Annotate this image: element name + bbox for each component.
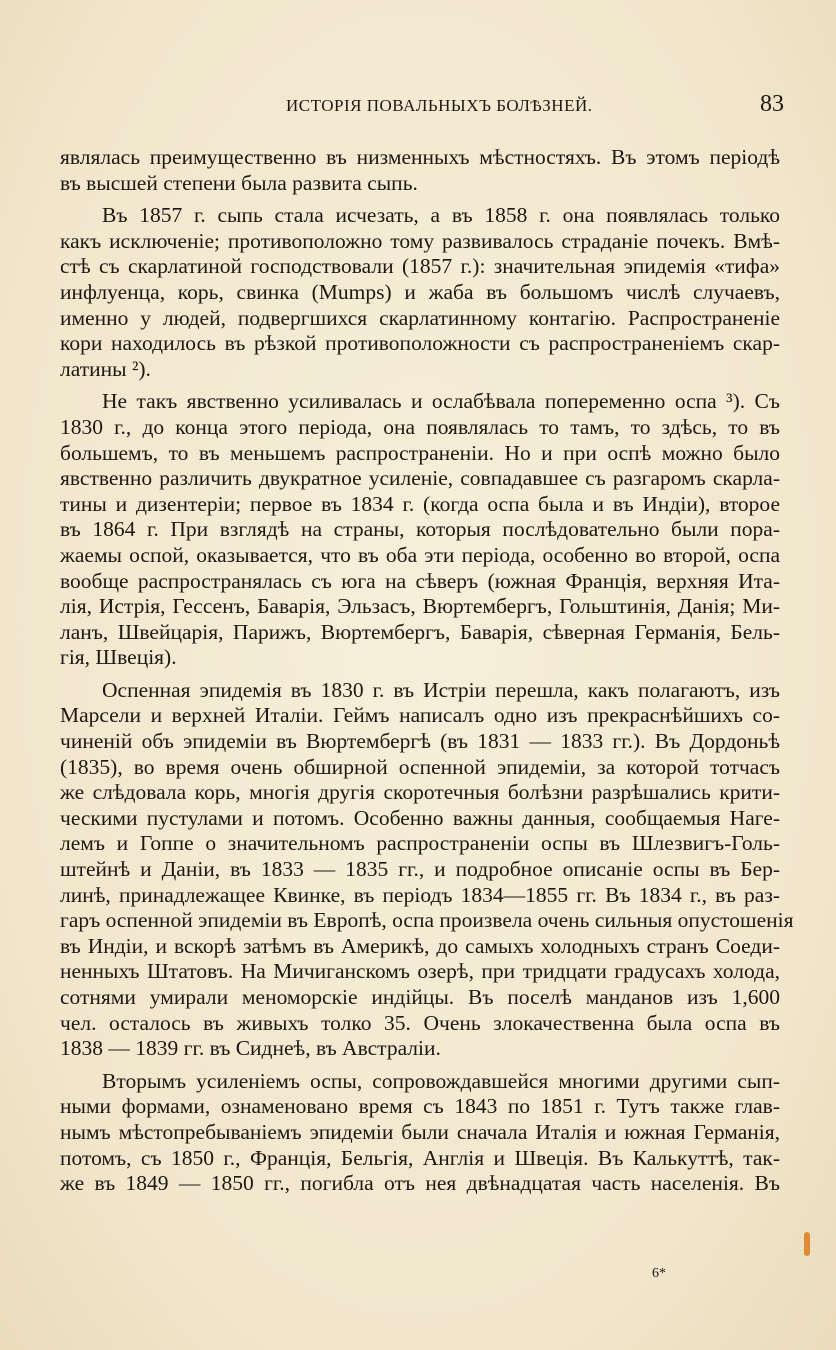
text-line: гія, Швеція). xyxy=(60,645,177,670)
text-line: жаемы оспой, оказывается, что въ оба эти періода, особенно во второй, оспа xyxy=(60,542,780,567)
paragraph xyxy=(60,1069,780,1197)
text-line: Вторымъ усиленіемъ оспы, сопровождавшейся многими другими сып- xyxy=(102,1068,780,1093)
text-line: кори находилось въ рѣзкой противоположности съ распространеніемъ скар- xyxy=(60,331,780,356)
text-line: же въ 1849 — 1850 гг., погибла отъ нея двѣнадцатая часть населенія. Въ xyxy=(60,1171,780,1196)
text-line: чиненій объ эпидеміи въ Вюртембергѣ (въ 1831 — 1833 гг.). Въ Дордоньѣ xyxy=(60,729,780,754)
text-line: потомъ, съ 1850 г., Франція, Бельгія, Англія и Швеція. Въ Калькуттѣ, так- xyxy=(60,1145,780,1170)
text-line: ными формами, ознаменовано время съ 1843 по 1851 г. Тутъ также глав- xyxy=(60,1094,780,1119)
text-line: (1835), во время очень обширной оспенной эпидеміи, за которой тотчасъ xyxy=(60,754,780,779)
text-line: ненныхъ Штатовъ. На Мичиганскомъ озерѣ, при тридцати градусахъ холода, xyxy=(60,959,780,984)
text-line: въ 1864 г. При взглядѣ на страны, которыя послѣдовательно были пора- xyxy=(60,517,780,542)
text-line: явственно различить двукратное усиленіе, совпадавшее съ разгаромъ скарла- xyxy=(60,466,780,491)
text-line: вообще распространялась съ юга на сѣверъ (южная Францiя, верхняя Ита- xyxy=(60,568,780,593)
text-line: инфлуенца, корь, свинка (Mumps) и жаба въ большомъ числѣ случаевъ, xyxy=(60,279,780,304)
paragraph xyxy=(60,203,780,382)
paragraph xyxy=(60,389,780,671)
text-line: 1838 — 1839 гг. въ Сиднеѣ, въ Австраліи. xyxy=(60,1036,441,1061)
text-line: Оспенная эпидемія въ 1830 г. въ Истріи перешла, какъ полагаютъ, изъ xyxy=(102,677,780,702)
text-line: же слѣдовала корь, многія другія скоротечныя болѣзни разрѣшались крити- xyxy=(60,780,780,805)
text-line: являлась преимущественно въ низменныхъ мѣстностяхъ. Въ этомъ періодѣ xyxy=(60,145,780,169)
text-line: латины ²). xyxy=(60,356,151,381)
text-line: именно у людей, подвергшихся скарлатинному контагію. Распространеніе xyxy=(60,305,780,330)
text-line: штейнѣ и Даніи, въ 1833 — 1835 гг., и подробное описаніе оспы въ Бер- xyxy=(60,857,780,882)
body-text xyxy=(60,145,794,1204)
text-line: въ Индіи, и вскорѣ затѣмъ въ Америкѣ, до самыхъ холодныхъ странъ Соеди- xyxy=(60,933,780,958)
text-line: чел. осталось въ живыхъ толко 35. Очень злокачественна была оспа въ xyxy=(60,1010,780,1035)
text-line: какъ исключеніе; противоположно тому развивалось страданіе почекъ. Вмѣ- xyxy=(60,228,780,253)
text-line: въ высшей степени была развита сыпь. xyxy=(60,170,418,195)
page-header xyxy=(60,91,784,124)
text-line: сотнями умирали меноморскіе индійцы. Въ поселѣ манданов изъ 1,600 xyxy=(60,985,780,1009)
text-line: лемъ и Гоппе о значительномъ распространеніи оспы въ Шлезвигъ-Голь- xyxy=(60,831,780,856)
text-line: стѣ съ скарлатиной господствовали (1857 г.): значительная эпидемія «тифа» xyxy=(60,254,780,279)
paragraph xyxy=(60,677,794,1062)
text-line: Въ 1857 г. сыпь стала исчезать, а въ 1858 г. она появлялась только xyxy=(102,203,780,228)
signature-mark: 6* xyxy=(652,1266,666,1281)
text-line: 1830 г., до конца этого періода, она появлялась то тамъ, то здѣсь, то въ xyxy=(60,414,780,439)
page-number: 83 xyxy=(760,91,784,117)
paragraph xyxy=(60,145,780,196)
text-line: гаръ оспенной эпидеміи въ Европѣ, оспа произвела очень сильныя опустошенія xyxy=(60,908,794,933)
text-line: нымъ мѣстопребываніемъ эпидеміи были сначала Италія и южная Германія, xyxy=(60,1119,780,1144)
page-edge-mark xyxy=(804,1232,810,1256)
text-line: тины и дизентеріи; первое въ 1834 г. (когда оспа была и въ Индіи), второе xyxy=(60,491,780,516)
text-line: ческими пустулами и потомъ. Особенно важны данныя, сообщаемыя Наге- xyxy=(60,805,780,830)
text-line: большемъ, то въ меньшемъ распространеніи. Но и при оспѣ можно было xyxy=(60,440,780,465)
text-line: ланъ, Швейцарія, Парижъ, Вюртембергъ, Баварія, сѣверная Германія, Бель- xyxy=(60,619,780,644)
text-line: Марсели и верхней Италіи. Геймъ написалъ одно изъ прекраснѣйшихъ со- xyxy=(60,703,780,728)
running-title: ИСТОРІЯ ПОВАЛЬНЫХЪ БОЛѢЗНЕЙ. xyxy=(286,96,593,115)
text-line: линѣ, принадлежащее Квинке, въ періодъ 1834—1855 гг. Въ 1834 г., въ раз- xyxy=(60,882,780,907)
text-line: Не такъ явственно усиливалась и ослабѣвала попеременно оспа ³). Съ xyxy=(102,389,780,414)
text-line: лія, Истрія, Гессенъ, Баварія, Эльзасъ, Вюртембергъ, Гольштинія, Данія; Ми- xyxy=(60,594,780,619)
